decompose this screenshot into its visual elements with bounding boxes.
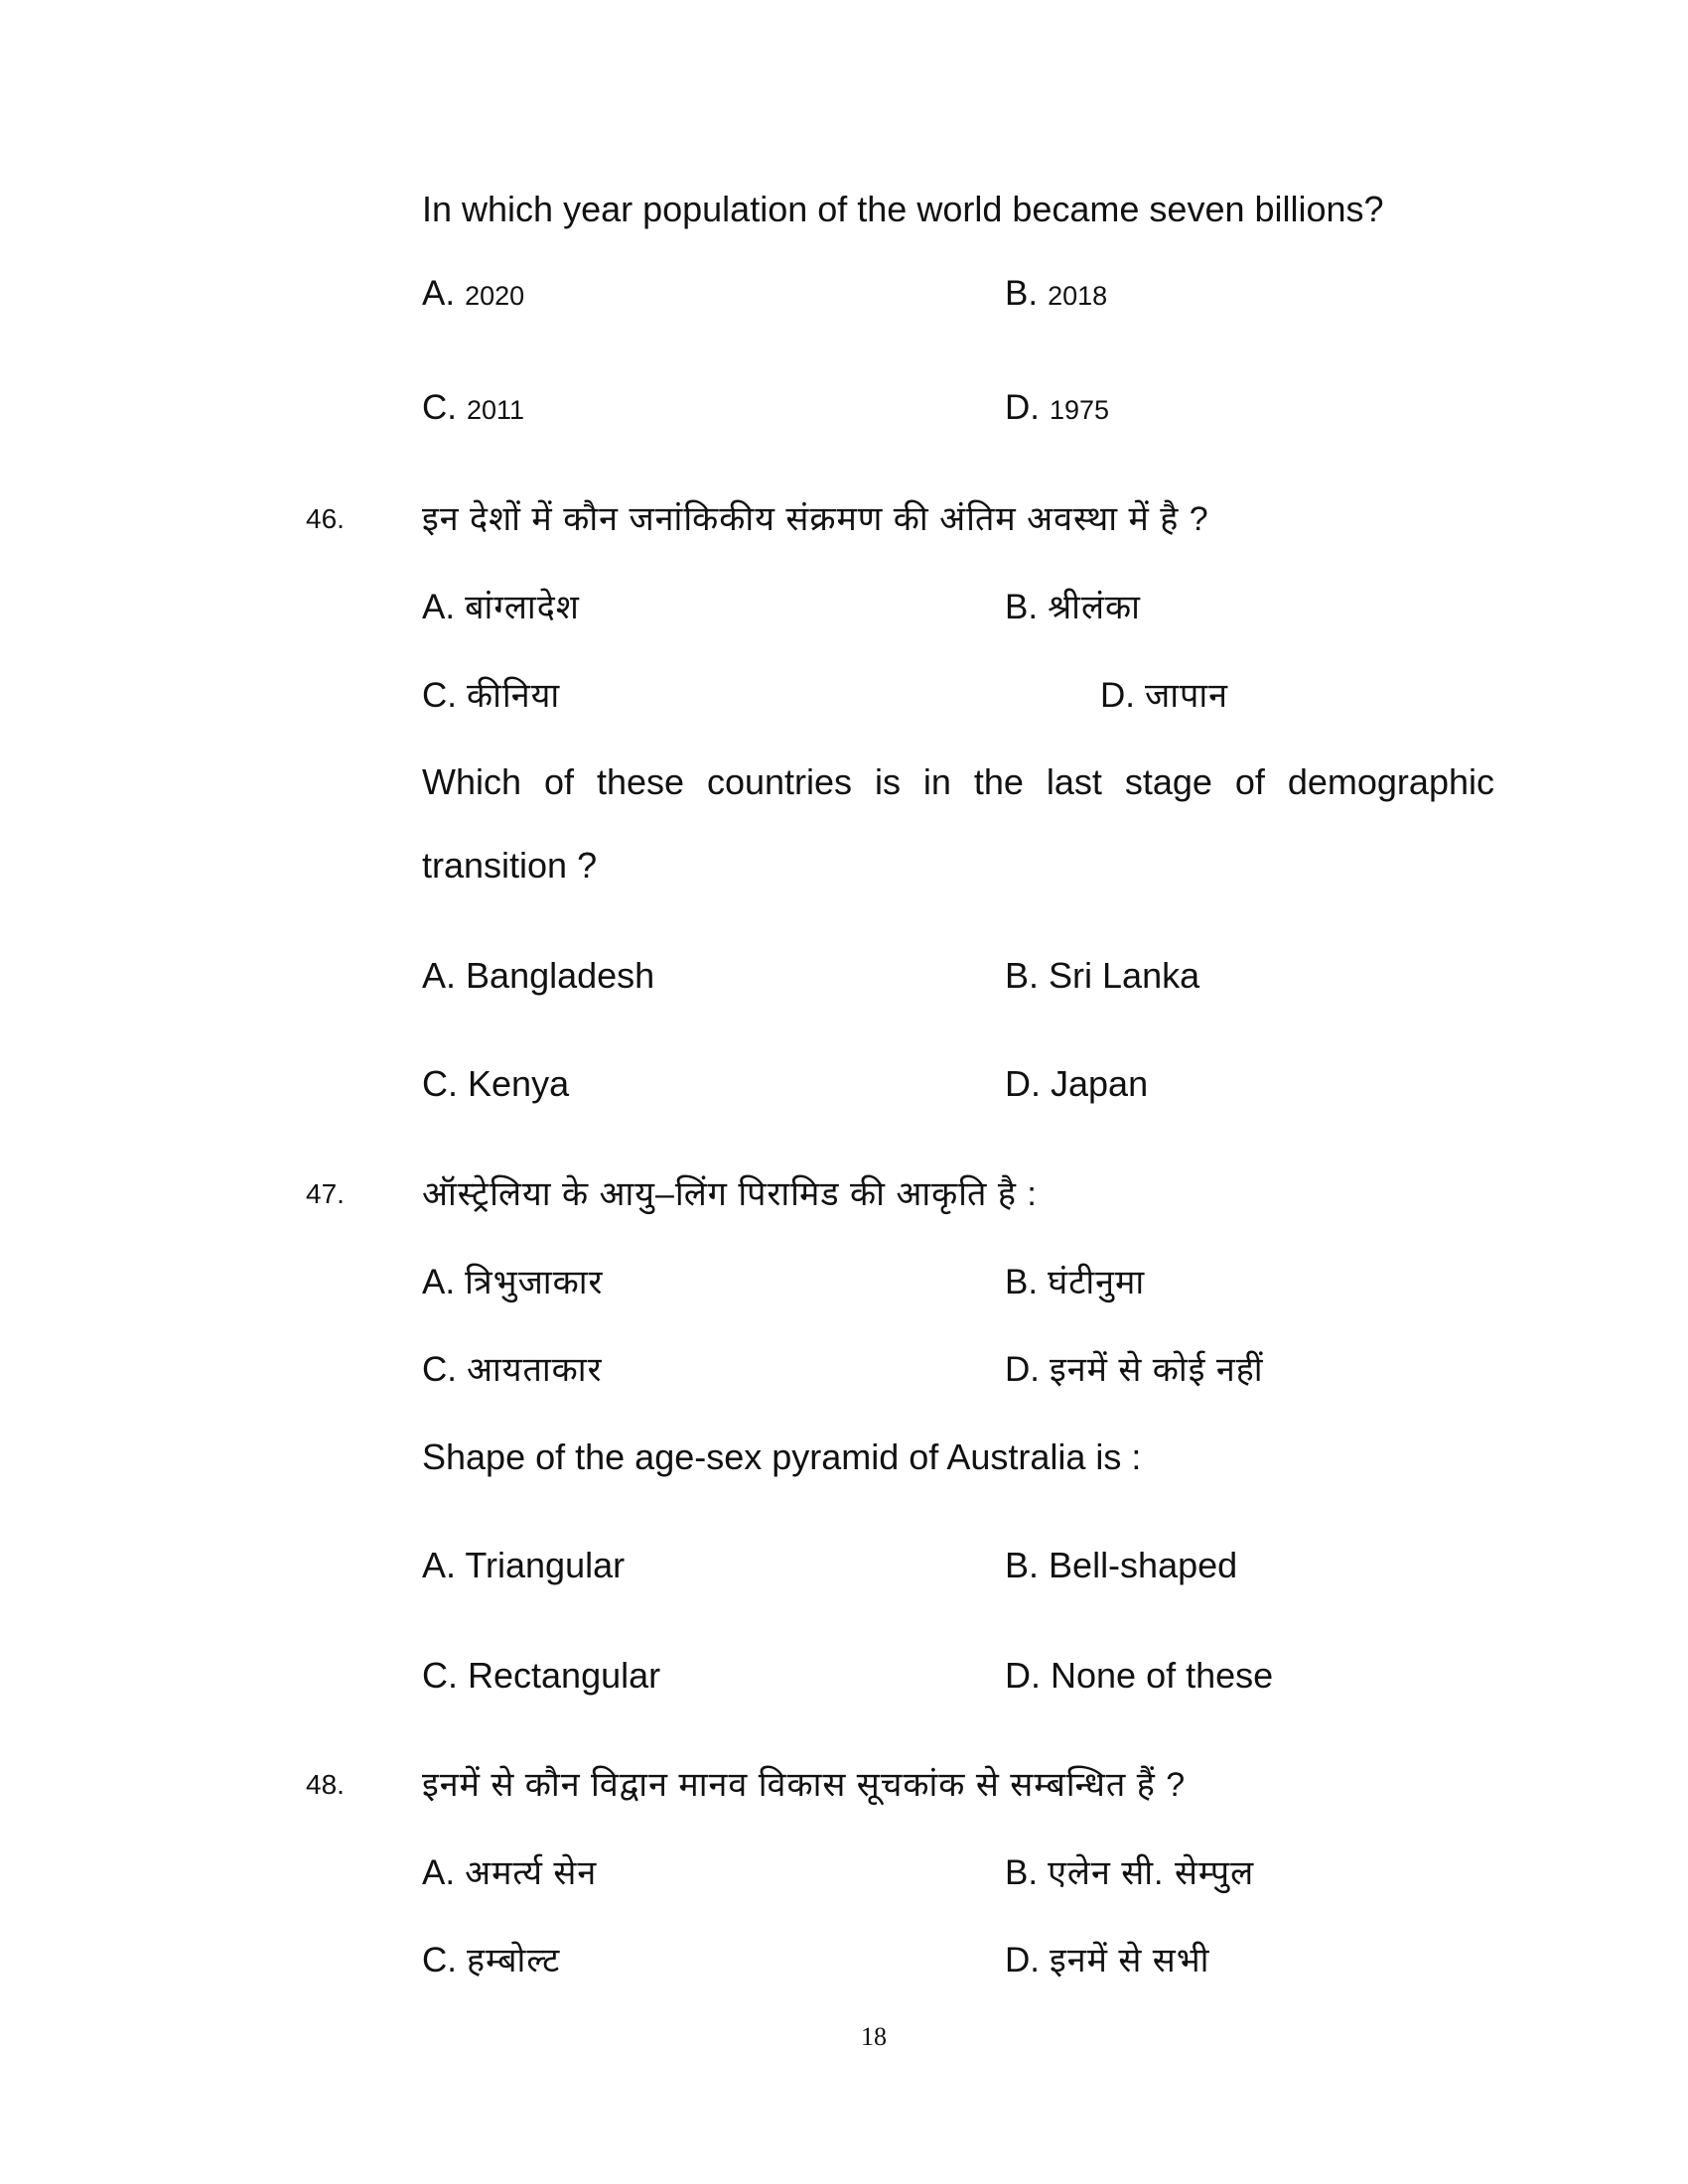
option-text: 2020 <box>465 281 525 311</box>
option-label: D. <box>1005 388 1040 427</box>
option-label: B. <box>1005 1853 1039 1892</box>
option-label: A. <box>422 274 456 313</box>
option-label: C. <box>422 1941 457 1979</box>
option-text: Sri Lanka <box>1049 955 1200 996</box>
option-c-hindi <box>422 1942 560 1979</box>
option-c-hindi <box>422 1351 603 1388</box>
option-label: C. <box>422 1350 457 1389</box>
option-label: D. <box>1005 1350 1040 1389</box>
option-label: D. <box>1005 1063 1041 1104</box>
option-text: Rectangular <box>468 1655 661 1696</box>
option-d <box>1005 389 1109 428</box>
option-text: त्रिभुजाकार <box>465 1264 604 1301</box>
option-a-english <box>422 1545 626 1585</box>
option-text: अमर्त्य सेन <box>465 1854 598 1892</box>
option-d-english <box>1005 1655 1274 1696</box>
option-label: B. <box>1005 955 1040 996</box>
option-b-hindi <box>1005 1264 1145 1300</box>
option-label: B. <box>1005 274 1039 313</box>
option-text: Japan <box>1051 1063 1149 1104</box>
option-text: श्रीलंका <box>1048 589 1141 626</box>
option-d-hindi <box>1005 1351 1264 1388</box>
option-label: A. <box>422 1853 456 1892</box>
option-text: एलेन सी. सेम्पुल <box>1048 1854 1255 1892</box>
option-text: घंटीनुमा <box>1048 1264 1146 1301</box>
option-text: कीनिया <box>467 677 561 715</box>
question-47-text-hindi: ऑस्ट्रेलिया के आयु–लिंग पिरामिड की आकृति है : <box>422 1175 1038 1213</box>
option-b <box>1005 275 1107 314</box>
question-46-text-english-line1: Which of these countries is in the last stage of demographic <box>422 761 1494 802</box>
option-b-hindi <box>1005 1854 1254 1891</box>
option-text: Bangladesh <box>466 955 655 996</box>
option-a <box>422 275 524 314</box>
option-label: C. <box>422 1655 458 1696</box>
page-number: 18 <box>861 2022 887 2051</box>
option-text: जापान <box>1145 677 1229 715</box>
question-48-text-hindi: इनमें से कौन विद्वान मानव विकास सूचकांक से सम्बन्धित हैं ? <box>422 1766 1187 1804</box>
option-label: C. <box>422 1063 458 1104</box>
option-label: C. <box>422 388 457 427</box>
option-c <box>422 389 524 428</box>
option-label: A. <box>422 1545 457 1585</box>
question-48-number: 48. <box>306 1769 345 1800</box>
option-text: बांग्लादेश <box>465 589 580 626</box>
option-text: आयताकार <box>467 1351 603 1389</box>
option-label: D. <box>1005 1655 1041 1696</box>
option-c-hindi <box>422 677 560 714</box>
option-b-english <box>1005 1545 1238 1585</box>
question-47-text-english: Shape of the age-sex pyramid of Australia is : <box>422 1436 1142 1477</box>
option-text: 2011 <box>467 395 525 425</box>
option-label: D. <box>1005 1941 1040 1979</box>
option-text: Bell-shaped <box>1049 1545 1238 1585</box>
option-b-english <box>1005 955 1200 996</box>
option-d-hindi <box>1100 677 1228 714</box>
question-47-number: 47. <box>306 1178 345 1209</box>
option-label: A. <box>422 955 457 996</box>
option-a-hindi <box>422 589 580 625</box>
option-b-hindi <box>1005 589 1141 625</box>
question-45-text-english: In which year population of the world became seven billions? <box>422 189 1384 229</box>
option-text: Kenya <box>468 1063 570 1104</box>
option-d-english <box>1005 1063 1149 1104</box>
option-label: B. <box>1005 588 1039 626</box>
option-text: हम्बोल्ट <box>467 1942 561 1979</box>
question-46-number: 46. <box>306 503 345 534</box>
option-text: इनमें से सभी <box>1050 1942 1210 1979</box>
option-text: इनमें से कोई नहीं <box>1050 1351 1264 1389</box>
option-label: B. <box>1005 1263 1039 1301</box>
option-d-hindi <box>1005 1942 1209 1979</box>
option-label: A. <box>422 1263 456 1301</box>
option-text: Triangular <box>465 1545 626 1585</box>
option-a-hindi <box>422 1264 603 1300</box>
option-text: 1975 <box>1050 395 1110 425</box>
option-label: C. <box>422 676 457 715</box>
question-46-text-english-line2: transition ? <box>422 845 598 886</box>
question-46-text-hindi: इन देशों में कौन जनांकिकीय संक्रमण की अंतिम अवस्था में है ? <box>422 500 1209 538</box>
option-a-english <box>422 955 655 996</box>
option-text: 2018 <box>1048 281 1108 311</box>
option-c-english <box>422 1063 570 1104</box>
option-text: None of these <box>1051 1655 1274 1696</box>
option-label: B. <box>1005 1545 1040 1585</box>
option-label: D. <box>1100 676 1135 715</box>
option-label: A. <box>422 588 456 626</box>
option-c-english <box>422 1655 661 1696</box>
option-a-hindi <box>422 1854 597 1891</box>
